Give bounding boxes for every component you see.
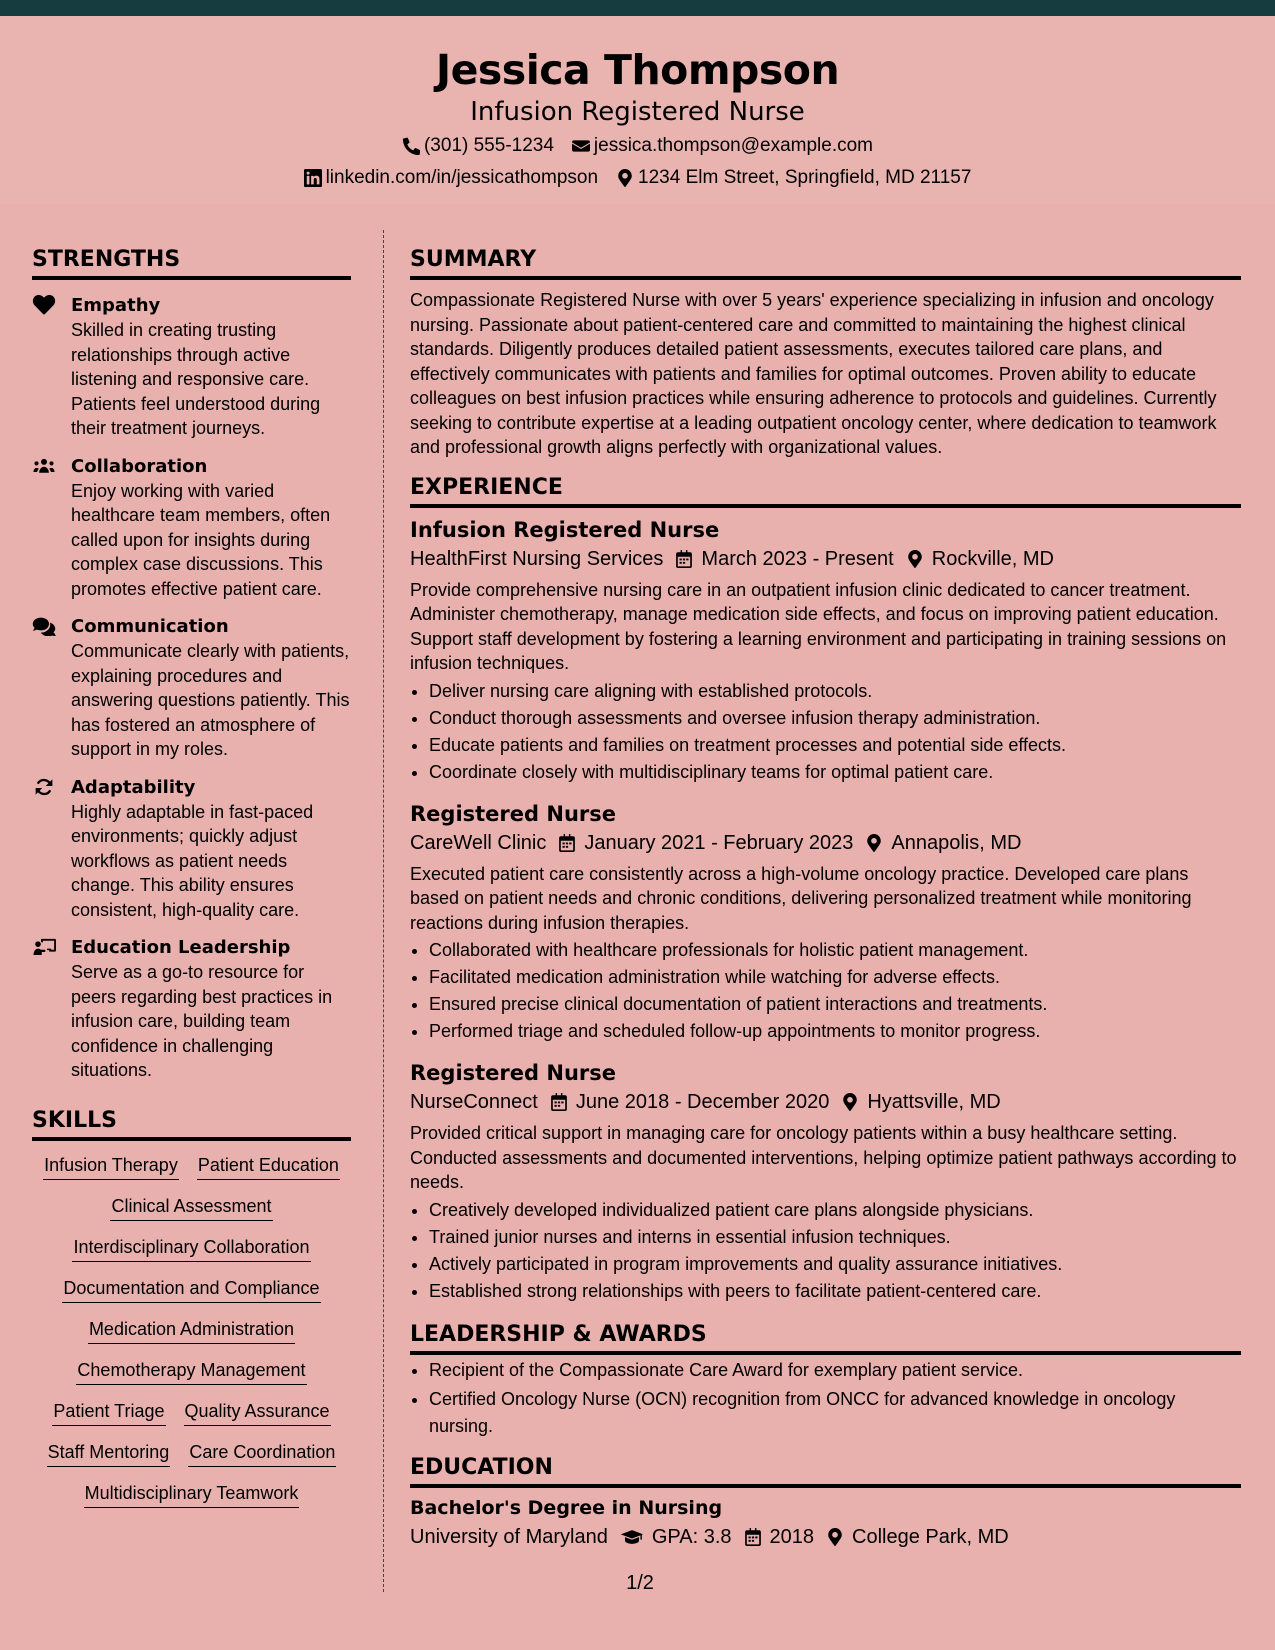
- envelope-icon: [572, 137, 590, 155]
- strength-title: Collaboration: [71, 455, 208, 477]
- education-location: [826, 1522, 1009, 1552]
- job-location: [841, 1087, 1000, 1117]
- job-dates: [675, 544, 893, 574]
- sync-icon: [32, 777, 56, 797]
- job-meta: [410, 1087, 1241, 1117]
- company-name: CareWell Clinic: [410, 831, 547, 854]
- heart-icon: [32, 295, 56, 315]
- linkedin-icon: [304, 169, 322, 187]
- job-bullet: • Performed triage and scheduled follow-up appointments to monitor progress.: [429, 1018, 1241, 1045]
- education-gpa: [620, 1522, 732, 1552]
- job-dates-text: January 2021 - February 2023: [584, 831, 854, 854]
- experience-heading: EXPERIENCE: [410, 474, 1241, 508]
- award-item: • Certified Oncology Nurse (OCN) recognition from ONCC for advanced knowledge in oncology nursing.: [429, 1386, 1241, 1440]
- job-title: Registered Nurse: [410, 1061, 616, 1085]
- job-meta: [410, 828, 1241, 858]
- job-dates: [550, 1087, 830, 1117]
- job-bullet: • Conduct thorough assessments and oversee infusion therapy administration.: [429, 705, 1241, 732]
- strength-desc: Highly adaptable in fast-paced environments; quickly adjust workflows as patient needs change. This ability ensures consistent, high-quality care.: [71, 801, 314, 920]
- award-item: • Recipient of the Compassionate Care Award for exemplary patient service.: [429, 1357, 1241, 1384]
- skill-tag: Quality Assurance: [184, 1399, 331, 1426]
- job-location-text: Rockville, MD: [931, 547, 1054, 570]
- calendar-icon: [675, 550, 693, 568]
- strength-desc: Communicate clearly with patients, explaining procedures and answering questions patiently. This has fostered an atmosphere of support in my roles.: [71, 641, 350, 759]
- contact-row-1: [0, 134, 1275, 158]
- skill-tag: Infusion Therapy: [43, 1153, 179, 1180]
- contact-address: [616, 166, 971, 190]
- company-name: HealthFirst Nursing Services: [410, 547, 664, 570]
- job-entry: [410, 516, 1241, 786]
- right-column: [410, 246, 1241, 1552]
- contact-linkedin[interactable]: [304, 166, 598, 190]
- skill-tag: Documentation and Compliance: [62, 1276, 320, 1303]
- strength-item: [32, 294, 351, 441]
- skills-heading: SKILLS: [32, 1107, 351, 1141]
- resume-header: [0, 16, 1275, 204]
- strength-title: Empathy: [71, 295, 161, 316]
- users-icon: [32, 456, 56, 476]
- leadership-list: [410, 1357, 1241, 1440]
- skill-tag: Patient Triage: [52, 1399, 165, 1426]
- job-location: [906, 544, 1054, 574]
- skill-tag: Patient Education: [197, 1153, 340, 1180]
- job-bullet: • Coordinate closely with multidisciplinary teams for optimal patient care.: [429, 759, 1241, 786]
- strength-desc: Serve as a go-to resource for peers regarding best practices in infusion care, building team confidence in challenging situations.: [71, 962, 333, 1080]
- map-marker-icon: [865, 834, 883, 852]
- graduation-cap-icon: [620, 1528, 644, 1546]
- contact-row-2: [0, 166, 1275, 190]
- strength-title: Adaptability: [71, 776, 196, 798]
- skill-tag: Medication Administration: [88, 1317, 295, 1344]
- school-name: University of Maryland: [410, 1525, 608, 1548]
- strength-desc: Skilled in creating trusting relationships through active listening and responsive care. Patients feel understood during their treatment journeys.: [71, 320, 321, 438]
- strength-item: [32, 776, 351, 923]
- job-bullets: [410, 678, 1241, 786]
- candidate-name: Jessica Thompson: [435, 46, 840, 94]
- skill-tag: Care Coordination: [188, 1440, 336, 1467]
- phone-icon: [402, 137, 420, 155]
- candidate-title: Infusion Registered Nurse: [470, 97, 805, 127]
- job-bullet: • Actively participated in program improvements and quality assurance initiatives.: [429, 1251, 1241, 1278]
- job-bullet: • Deliver nursing care aligning with established protocols.: [429, 678, 1241, 705]
- strengths-heading: STRENGTHS: [32, 246, 351, 280]
- gpa-text: GPA: 3.8: [651, 1525, 732, 1548]
- job-location-text: Hyattsville, MD: [867, 1091, 1001, 1113]
- job-description: Provided critical support in managing care for oncology patients within a busy healthcare setting. Conducted assessments and documented interventions, helping optimize patient pathways according to needs.: [410, 1123, 1237, 1192]
- job-entry: [410, 800, 1241, 1046]
- map-marker-icon: [616, 169, 634, 187]
- address-text: 1234 Elm Street, Springfield, MD 21157: [638, 167, 972, 188]
- skill-tag: Interdisciplinary Collaboration: [72, 1235, 310, 1262]
- chalkboard-teacher-icon: [32, 937, 56, 957]
- strength-title: Communication: [71, 616, 229, 637]
- summary-heading: SUMMARY: [410, 246, 1241, 280]
- contact-email[interactable]: [572, 134, 873, 158]
- education-heading: EDUCATION: [410, 1454, 1241, 1488]
- linkedin-text: linkedin.com/in/jessicathompson: [325, 167, 599, 188]
- job-description: Provide comprehensive nursing care in an outpatient infusion clinic dedicated to cancer treatment. Administer chemotherapy, manage medication side effects, and focus on improving patient education. Support staff development by fostering a learning environment and participating in training sessions on infusion techniques.: [410, 579, 1227, 673]
- job-bullet: • Facilitated medication administration while watching for adverse effects.: [429, 964, 1241, 991]
- column-divider: [383, 230, 384, 1592]
- strength-title: Education Leadership: [71, 937, 291, 958]
- job-title: Infusion Registered Nurse: [410, 517, 720, 542]
- job-bullet: • Collaborated with healthcare professionals for holistic patient management.: [429, 937, 1241, 964]
- job-dates: [558, 828, 853, 858]
- job-dates-text: June 2018 - December 2020: [575, 1091, 830, 1113]
- strength-item: [32, 455, 351, 602]
- calendar-icon: [550, 1093, 568, 1111]
- strength-item: [32, 936, 351, 1083]
- job-bullet: • Creatively developed individualized patient care plans alongside physicians.: [429, 1197, 1241, 1224]
- education-meta: [410, 1522, 1241, 1552]
- job-description: Executed patient care consistently across a high-volume oncology practice. Developed care plans based on patient needs and chronic conditions, delivering personalized treatment while monitoring reactions during infusion therapies.: [410, 863, 1192, 933]
- degree-title: Bachelor's Degree in Nursing: [410, 1496, 723, 1519]
- job-bullets: [410, 1197, 1241, 1305]
- education-year: [744, 1522, 815, 1552]
- strength-desc: Enjoy working with varied healthcare team members, often called upon for insights during complex case discussions. This promotes effective patient care.: [71, 480, 331, 599]
- job-title: Registered Nurse: [410, 801, 616, 826]
- job-entry: [410, 1059, 1241, 1305]
- email-text: jessica.thompson@example.com: [593, 135, 873, 156]
- job-meta: [410, 544, 1241, 574]
- contact-phone: [402, 134, 554, 158]
- job-bullet: • Educate patients and families on treatment processes and potential side effects.: [429, 732, 1241, 759]
- education-location-text: College Park, MD: [852, 1525, 1009, 1548]
- skill-tag: Multidisciplinary Teamwork: [84, 1481, 300, 1508]
- job-bullet: • Trained junior nurses and interns in essential infusion techniques.: [429, 1224, 1241, 1251]
- job-bullet: • Established strong relationships with peers to facilitate patient-centered care.: [429, 1278, 1241, 1305]
- phone-text: (301) 555-1234: [423, 135, 554, 156]
- company-name: NurseConnect: [410, 1091, 538, 1113]
- skills-list: [32, 1153, 351, 1508]
- map-marker-icon: [826, 1528, 844, 1546]
- leadership-heading: LEADERSHIP & AWARDS: [410, 1321, 1241, 1355]
- left-column: [32, 246, 351, 1508]
- skill-tag: Clinical Assessment: [110, 1194, 272, 1221]
- year-text: 2018: [769, 1525, 815, 1548]
- comments-icon: [32, 616, 56, 636]
- summary-text: Compassionate Registered Nurse with over 5 years' experience specializing in infusion and oncology nursing. Passionate about patient-centered care and committed to maintaining the highest clinical standards. Diligently produces detailed patient assessments, executes tailored care plans, and effectively communicates with patients and families for optimal outcomes. Proven ability to educate colleagues on best infusion practices while ensuring adherence to protocols and guidelines. Currently seeking to contribute expertise at a leading outpatient oncology center, where dedication to teamwork and professional growth aligns perfectly with organizational values.: [410, 290, 1217, 457]
- calendar-icon: [744, 1528, 762, 1546]
- job-bullets: [410, 937, 1241, 1045]
- job-dates-text: March 2023 - Present: [701, 547, 894, 570]
- map-marker-icon: [841, 1093, 859, 1111]
- page-number: 1/2: [626, 1572, 654, 1594]
- job-location-text: Annapolis, MD: [891, 831, 1022, 854]
- strength-item: [32, 615, 351, 762]
- calendar-icon: [558, 834, 576, 852]
- skill-tag: Chemotherapy Management: [76, 1358, 306, 1385]
- job-location: [865, 828, 1021, 858]
- top-accent-bar: [0, 0, 1275, 16]
- skill-tag: Staff Mentoring: [47, 1440, 171, 1467]
- job-bullet: • Ensured precise clinical documentation of patient interactions and treatments.: [429, 991, 1241, 1018]
- map-marker-icon: [906, 550, 924, 568]
